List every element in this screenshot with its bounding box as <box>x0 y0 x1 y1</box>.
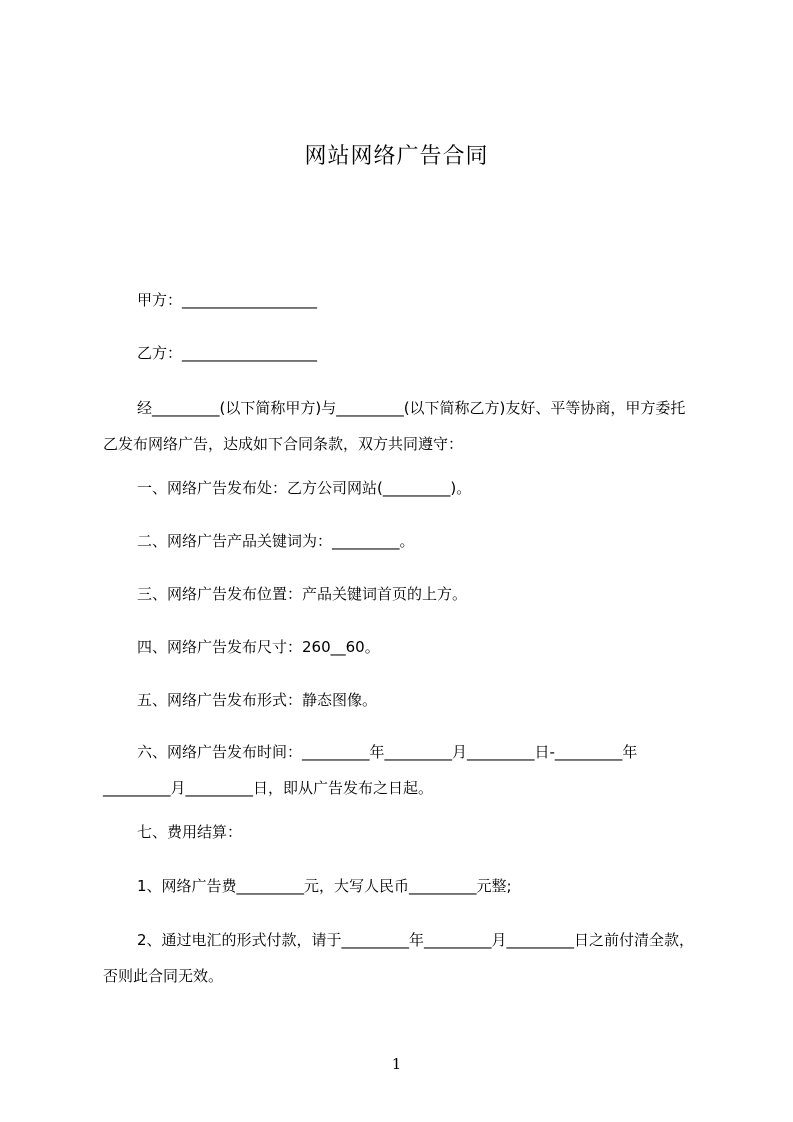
payment-item-1: 1、网络广告费_________元，大写人民币_________元整; <box>137 877 512 895</box>
clause-6: 六、网络广告发布时间：_________年_________月_________日-_________年_________月_________日，即从广告发布之日起。 <box>103 743 638 797</box>
clause-7: 七、费用结算： <box>137 823 243 841</box>
clause-4: 四、网络广告发布尺寸：260__60。 <box>137 638 380 656</box>
intro-paragraph: 经_________(以下简称甲方)与_________(以下简称乙方)友好、平等协商，甲方委托乙发布网络广告，达成如下合同条款，双方共同遵守： <box>103 399 686 453</box>
clause-2: 二、网络广告产品关键词为：_________。 <box>137 532 415 550</box>
clause-1: 一、网络广告发布处：乙方公司网站(_________)。 <box>137 479 472 497</box>
payment-item-2: 2、通过电汇的形式付款，请于_________年_________月_________日之前付清全款，否则此合同无效。 <box>103 931 695 985</box>
clause-3: 三、网络广告发布位置：产品关键词首页的上方。 <box>137 585 468 603</box>
page-number: 1 <box>391 1055 402 1073</box>
clause-5: 五、网络广告发布形式：静态图像。 <box>137 691 378 709</box>
contract-title: 网站网络广告合同 <box>304 144 489 169</box>
party-b-line: 乙方：__________________ <box>137 344 318 362</box>
party-a-line: 甲方：__________________ <box>137 291 318 309</box>
